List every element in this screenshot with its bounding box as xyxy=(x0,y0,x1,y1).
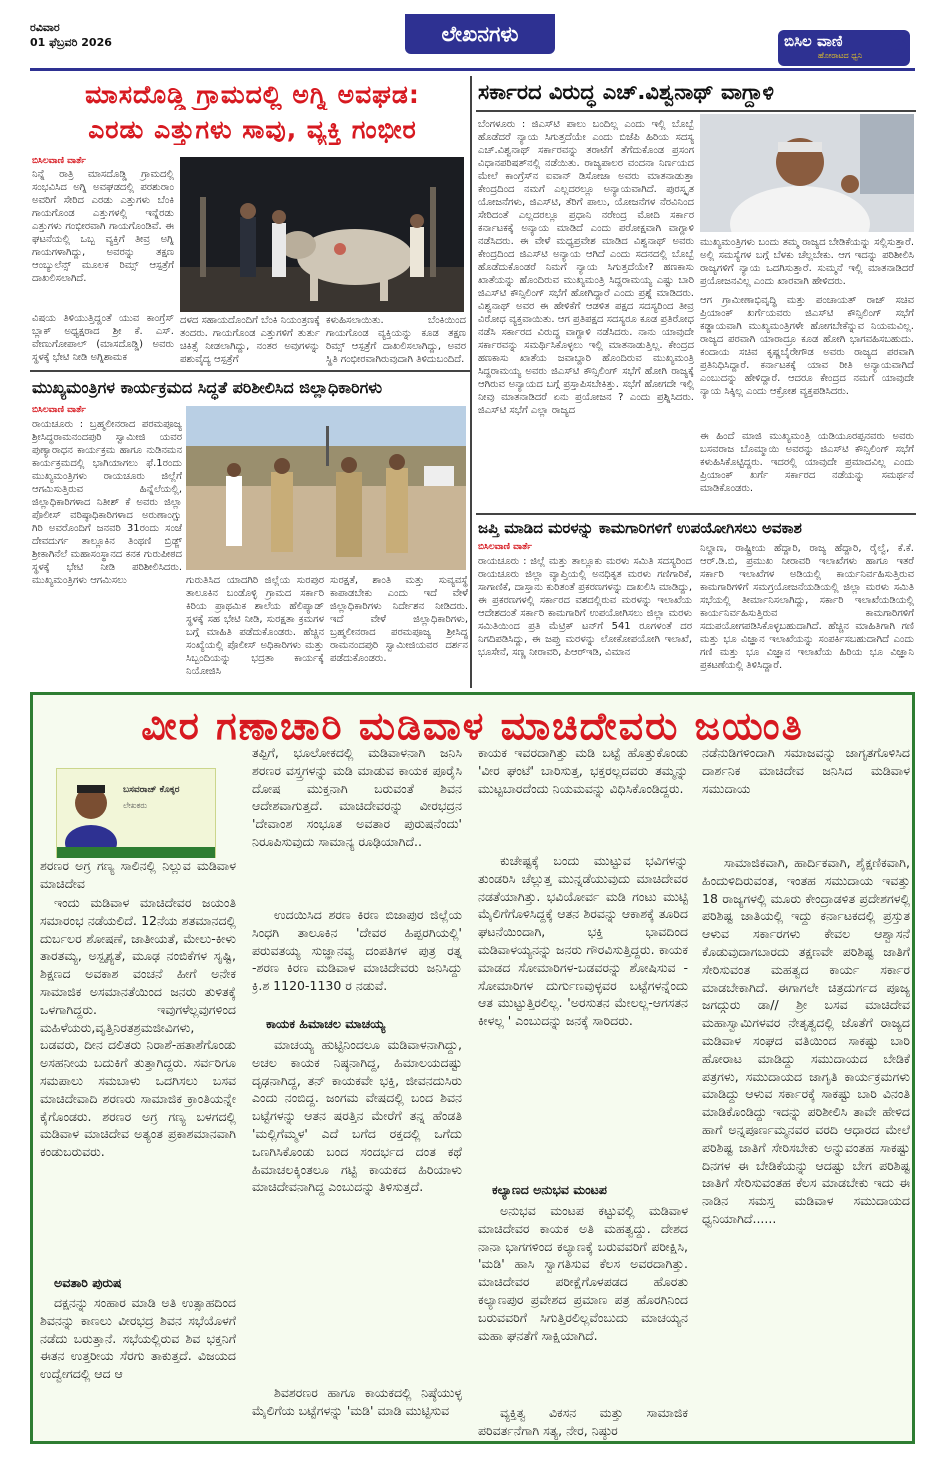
feature-c2-p1: ತಪ್ಪಿಗೆ, ಭೂಲೋಕದಲ್ಲಿ ಮಡಿವಾಳನಾಗಿ ಜನಿಸಿ ಶರಣರ ವಸ್ತ್ರಗಳನ್ನು ಮಡಿ ಮಾಡುವ ಕಾಯಕ ಪೂರೈಸಿ ದೋಷ ಮುಕ್ತನಾಗಿ ಬರುವಂತೆ ಶಿವನ ಆದೇಶವಾಗುತ್ತದೆ. ಮಾಚಿದೇವರನ್ನು ವೀರಭದ್ರನ 'ದೇವಾಂಶ ಸಂಭೂತ ಅವತಾರ ಪುರುಷನೆಂದು' ನಿರೂಪಿಸುವುದು ಸಾಮಾನ್ಯ ರೂಢಿಯಾಗಿದೆ.. xyxy=(252,745,462,849)
feature-c2-subhead: ಕಾಯಕ ಹಿಮಾಚಲ ಮಾಚಯ್ಯ xyxy=(266,1016,386,1031)
story2-col3: ಸುರಕ್ಷತೆ, ಶಾಂತಿ ಮತ್ತು ಸುವ್ಯವಸ್ಥೆ ಕಾಪಾಡಬೇಕು ಎಂದು ಇದೆ ವೇಳೆ ಜಿಲ್ಲಾಧಿಕಾರಿಗಳು ನಿರ್ದೇಶನ ನೀಡಿದರು. ಇದೆ ವೇಳೆ ಜಿಲ್ಲಾಧಿಕಾರಿಗಳು, ಬ್ರಹ್ಮಲೀನರಾದ ಪರಮಪೂಜ್ಯ ಶ್ರೀಸಿದ್ಧ ರಾಮನಂದಪುರಿ ಸ್ವಾಮೀಜಿಯವರ ದರ್ಶನ ಪಡೆದುಕೊಂಡರು. xyxy=(330,575,468,664)
story1-headline-1: ಮಾಸದೊಡ್ಡಿ ಗ್ರಾಮದಲ್ಲಿ ಅಗ್ನಿ ಅವಘಡ: xyxy=(85,80,420,109)
night-cattle-scene-icon xyxy=(180,157,464,312)
author-portrait-icon xyxy=(63,773,119,847)
section-title: ಲೇಖನಗಳು xyxy=(441,22,519,46)
story1-col3: ಕಳುಹಿಸಲಾಯಿತು. ಬೆಂಕಿಯಿಂದ ಗಾಯಗೊಂಡ ವ್ಯಕ್ತಿಯನ್ನು ಕೂಡ ತಕ್ಷಣ ರಿಮ್ಸ್ ಆಸ್ಪತ್ರೆಗೆ ದಾಖಲಿಸಲಾಗಿದ್ದು, ಅವರ ಸ್ಥಿತಿ ಗಂಭೀರವಾಗಿರುವುದಾಗಿ ತಿಳಿದುಬಂದಿದೆ. xyxy=(326,315,466,365)
story3-top-divider xyxy=(476,110,916,112)
feature-c4-p2: ಸಾಮಾಜಿಕವಾಗಿ, ಹಾರ್ದಿಕವಾಗಿ, ಶೈಕ್ಷಣಿಕವಾಗಿ, ಹಿಂದುಳಿದಿರುವಂತ, ಇಂತಹ ಸಮುದಾಯ ಇವತ್ತು 18 ರಾಜ್ಯಗಳಲ್ಲಿ ಮೂರು ಕೇಂದ್ರಾಡಳಿತ ಪ್ರದೇಶಗಳಲ್ಲಿ ಪರಿಶಿಷ್ಟ ಜಾತಿಯಲ್ಲಿ ಇದ್ದು ಕರ್ನಾಟಕದಲ್ಲಿ ಪ್ರಸ್ತುತ ಆಳುವ ಸರ್ಕಾರಗಳು ಕೇವಲ ಆಶ್ವಾಸನೆ ಕೊಡುವುದಾಗಬಾರದು ತಕ್ಷಣವೇ ಪರಿಶಿಷ್ಟ ಜಾತಿಗೆ ಸೇರಿಸುವಂತ ಮಹತ್ವದ ಕಾರ್ಯ ಸರ್ಕಾರ ಮಾಡಬೇಕಾಗಿದೆ. ಈಗಾಗಲೇ ಚಿತ್ರದುರ್ಗದ ಪೂಜ್ಯ ಜಗದ್ಗುರು ಡಾ// ಶ್ರೀ ಬಸವ ಮಾಚಿದೇವ ಮಹಾಸ್ವಾಮಿಗಳವರ ನೇತೃತ್ವದಲ್ಲಿ ಜೊತೆಗೆ ರಾಜ್ಯದ ಮಡಿವಾಳ ಸಂಘದ ವತಿಯಿಂದ ಸಾಕಷ್ಟು ಬಾರಿ ಹೋರಾಟ ಮಾಡಿದ್ದು ಸಮುದಾಯದ ಬೇಡಿಕೆ ಪತ್ರಗಳು, ಸಮುದಾಯದ ಜಾಗೃತಿ ಕಾರ್ಯಕ್ರಮಗಳು ಮಾಡಿದ್ದು ಆಳುವ ಸರ್ಕಾರಕ್ಕೆ ಸಾಕಷ್ಟು ಬಾರಿ ವಿನಂತಿ ಮಾಡಿಕೊಂಡಿದ್ದು ಇದನ್ನು ಪರಿಶೀಲಿಸಿ ತಾವೇ ಹೇಳಿದ ಹಾಗೆ ಅನ್ನಪೂರ್ಣಮ್ಮನವರ ವರದಿ ಆಧಾರದ ಮೇಲೆ ಪರಿಶಿಷ್ಟ ಜಾತಿಗೆ ಸೇರಿಸಬೇಕು ಅನ್ನುವಂತಹ ಸಾಕಷ್ಟು ದಿನಗಳ ಈ ಬೇಡಿಕೆಯನ್ನು ಆದಷ್ಟು ಬೇಗ ಪರಿಶಿಷ್ಟ ಜಾತಿಗೆ ಸೇರಿಸುವಂತಹ ಕೆಲಸ ಮಾಡಬೇಕು ಇದು ಈ ನಾಡಿನ ಸಮಸ್ತ ಮಡಿವಾಳ ಸಮುದಾಯದ ಧ್ವನಿಯಾಗಿದೆ...... xyxy=(702,855,910,1226)
story1-byline: ಬಿಸಿಲವಾಣಿ ವಾರ್ತೆ xyxy=(32,156,86,166)
portrait-icon xyxy=(700,114,914,232)
feature-c3-p3: ಅನುಭವ ಮಂಟಪ ಕಟ್ಟುವಲ್ಲಿ ಮಡಿವಾಳ ಮಾಚಿದೇವರ ಕಾಯಕ ಅತಿ ಮಹತ್ವದ್ದು. ದೇಶದ ನಾನಾ ಭಾಗಗಳಿಂದ ಕಲ್ಯಾಣಕ್ಕೆ ಬರುವವರಿಗೆ ಪರೀಕ್ಷಿಸಿ, 'ಮಡಿ' ಹಾಸಿ ಸ್ವಾಗತಿಸುವ ಕೆಲಸ ಅವರದಾಗಿತ್ತು. ಮಾಚಿದೇವರ ಪರೀಕ್ಷೆಗೊಳಪಡದ ಹೊರತು ಕಲ್ಯಾಣಪುರ ಪ್ರವೇಶದ ಪ್ರಮಾಣ ಪತ್ರ ಹೊರಗಿನಿಂದ ಬರುವವರಿಗೆ ಸಿಗುತ್ತಿರಲಿಲ್ಲವೆಂಬುದು ಮಾಚಯ್ಯನ ಮಹಾ ಘನತೆಗೆ ಸಾಕ್ಷಿಯಾಗಿದೆ. xyxy=(478,1203,688,1343)
story4-col1: ರಾಯಚೂರು : ಜಿಲ್ಲೆ ಮತ್ತು ತಾಲ್ಲೂಕು ಮರಳು ಸಮಿತಿ ಸದಸ್ಯರಿಂದ ರಾಯಚೂರು ಜಿಲ್ಲಾ ವ್ಯಾಪ್ತಿಯಲ್ಲಿ ಅನಧಿಕೃತ ಮರಳು ಗಣಿಗಾರಿಕೆ, ಸಾಗಾಣಿಕೆ, ದಾಸ್ತಾನು ಕುರಿತಂತೆ ಪ್ರಕರಣಗಳನ್ನು ದಾಖಲಿಸಿ ಮಾಡಿದ್ದು, ಈ ಪ್ರಕರಣಗಳಲ್ಲಿ ಸರ್ಕಾರದ ವಶದಲ್ಲಿರುವ ಮರಳನ್ನು ಇಲಾಖೆಯ ಆದೇಶದಂತೆ ಸರ್ಕಾರಿ ಕಾಮಗಾರಿಗೆ ಉಪಯೋಗಿಸಲು ಜಿಲ್ಲಾ ಮರಳು ಸಮಿತಿಯಿಂದ ಪ್ರತಿ ಮೆಟ್ರಿಕ್ ಟನ್‌ಗೆ 541 ರೂಗಳಂತೆ ದರ ನಿಗದಿಪಡಿಸಿದ್ದು, ಈ ಜಪ್ತು ಮರಳನ್ನು ಲೋಕೋಪಯೋಗಿ ಇಲಾಖೆ, ಭೂಸೇನೆ, ಸಣ್ಣ ನೀರಾವರಿ, ಪಿಆರ್‌ಇಡಿ, ವಿಮಾನ xyxy=(478,556,692,658)
column-divider xyxy=(470,76,472,688)
page-number: 3 xyxy=(888,26,909,61)
section-banner xyxy=(405,14,555,54)
story1-headline-2: ಎರಡು ಎತ್ತುಗಳು ಸಾವು, ವ್ಯಕ್ತಿ ಗಂಭೀರ xyxy=(88,115,417,144)
feature-c3-subhead: ಕಲ್ಯಾಣದ ಅನುಭವ ಮಂಟಪ xyxy=(492,1182,607,1197)
feature-c3-p2: ಕುಚೇಷ್ಟಕ್ಕೆ ಬಂದು ಮುಟ್ಟುವ ಭವಿಗಳನ್ನು ತುಂಡರಿಸಿ ಚೆಲ್ಲುತ್ತ ಮುನ್ನಡೆಯುವುದು ಮಾಚಿದೇವರ ನಡತೆಯಾಗಿತ್ತು. ಭವಿಯೋರ್ವ ಮಡಿ ಗಂಟು ಮುಟ್ಟಿ ಮೈಲಿಗೆಗೊಳಿಸಿದ್ದಕ್ಕೆ ಆತನ ಶಿರವನ್ನು ಆಕಾಶಕ್ಕೆ ತೂರಿದ ಘಟನೆಯಿಂದಾಗಿ, ಭಕ್ತಿ ಭಾವದಿಂದ ಮಡಿವಾಳಯ್ಯನನ್ನು ಜನರು ಗೌರವಿಸುತ್ತಿದ್ದರು. ಕಾಯಕ ಮಾಡದ ಸೋಮಾರಿಗಳ-ಬಡವರನ್ನು ಶೋಷಿಸುವ - ಸೋಮಾರಿಗಳ ದುರ್ಗುಣವುಳ್ಳವರ ಬಟ್ಟೆಗಳನ್ನೆಂದು ಆತ ಮುಟ್ಟುತ್ತಿರಲಿಲ್ಲ. 'ಅರಸುತನ ಮೇಲಲ್ಲ-ಆಗಸತನ ಕೀಳಲ್ಲ ' ಎಂಬುದನ್ನು ಜನಕ್ಕೆ ಸಾರಿದರು. xyxy=(478,853,688,1029)
story4-headline: ಜಪ್ತಿ ಮಾಡಿದ ಮರಳನ್ನು ಕಾಮಗಾರಿಗಳಿಗೆ ಉಪಯೋಗಿಸಲು ಅವಕಾಶ xyxy=(478,519,802,537)
feature-c1-intro: ಶರಣರ ಅಗ್ರ ಗಣ್ಯ ಸಾಲಿನಲ್ಲಿ ನಿಲ್ಲುವ ಮಡಿವಾಳ ಮಾಚಿದೇವ xyxy=(40,858,236,891)
issue-date: 01 ಫೆಬ್ರವರಿ 2026 xyxy=(30,36,112,49)
fire-accident-photo xyxy=(180,157,464,312)
feature-c2-p3: ಮಾಚಯ್ಯ ಹುಟ್ಟಿನಿಂದಲೂ ಮಡಿವಾಳನಾಗಿದ್ದು, ಅಚಲ ಕಾಯಕ ನಿಷ್ಠನಾಗಿದ್ದ, ಹಿಮಾಲಯದಷ್ಟು ದೃಢನಾಗಿದ್ದ, ತನ್ ಕಾಯಕವೇ ಭಕ್ತಿ, ಜೀವನದುಸಿರು ಎಂದು ನಂಬಿದ್ದ. ಜಂಗಮ ವೇಷದಲ್ಲಿ ಬಂದ ಶಿವನ ಬಟ್ಟೆಗಳನ್ನು ಆತನ ಷರತ್ತಿನ ಮೇರೆಗೆ ತನ್ನ ಹೆಂಡತಿ 'ಮಲ್ಲಿಗೆಮ್ಮಳ' ಎದೆ ಬಗೆದ ರಕ್ತದಲ್ಲಿ ಒಗೆದು ಒಣಗಿಸಿಕೊಂಡು ಬಂದ ಸಂದರ್ಭದ ದಂತ ಕಥೆ ಹಿಮಾಚಲಕ್ಕಿಂತಲೂ ಗಟ್ಟಿ ಕಾಯಕದ ಹಿರಿಯಾಳು ಮಾಚಿದೇವನಾಗಿದ್ದ ಎಂಬುದನ್ನು ತಿಳಿಸುತ್ತದೆ. xyxy=(252,1037,462,1195)
weekday: ರವಿವಾರ xyxy=(30,21,60,34)
story1-col1: ನಿನ್ನೆ ರಾತ್ರಿ ಮಾಸದೊಡ್ಡಿ ಗ್ರಾಮದಲ್ಲಿ ಸಂಭವಿಸಿದ ಅಗ್ನಿ ಅವಘಡದಲ್ಲಿ ಪರಶುರಾಂ ಅವರಿಗೆ ಸೇರಿದ ಎರಡು ಎತ್ತುಗಳು ಬೆಂಕಿ ಗಾಯಗೊಂಡ ಎತ್ತುಗಳಲ್ಲಿ ಇನ್ನೆರಡು ಎತ್ತುಗಳು ಗಂಭೀರವಾಗಿ ಗಾಯಗೊಂಡಿವೆ. ಈ ಘಟನೆಯಲ್ಲಿ ಒಬ್ಬ ವ್ಯಕ್ತಿಗೆ ತೀವ್ರ ಅಗ್ನಿ ಗಾಯಗಳಾಗಿದ್ದು, ಅವರನ್ನು ತಕ್ಷಣ ಆಂಬ್ಯುಲೆನ್ಸ್ ಮೂಲಕ ರಿಮ್ಸ್ ಆಸ್ಪತ್ರೆಗೆ ದಾಖಲಿಸಲಾಗಿದೆ. xyxy=(32,169,174,284)
story1-divider xyxy=(30,370,470,372)
feature-c2-p2: ಉದಯಿಸಿದ ಶರಣ ಕಿರಣ ಬಿಜಾಪುರ ಜಿಲ್ಲೆಯ ಸಿಂಧಗಿ ತಾಲೂಕಿನ 'ದೇವರ ಹಿಪ್ಪರಗಿಯಲ್ಲಿ' ಪರುವತಯ್ಯ ಸುಜ್ಞಾನವ್ವ ದಂಪತಿಗಳ ಪುತ್ರ ರತ್ನ -ಶರಣ ಕಿರಣ ಮಡಿವಾಳ ಮಾಚಿದೇವರು ಜನಿಸಿದ್ದು ಕ್ರಿ.ಶ 1120-1130 ರ ನಡುವೆ. xyxy=(252,907,462,994)
feature-c3-p4: ವ್ಯಕ್ತಿತ್ವ ವಿಕಸನ ಮತ್ತು ಸಾಮಾಜಿಕ ಪರಿವರ್ತನೆಗಾಗಿ ಸತ್ಯ, ನೇರ, ನಿಷ್ಠುರ xyxy=(478,1405,688,1438)
story3-headline: ಸರ್ಕಾರದ ವಿರುದ್ಧ ಎಚ್.ವಿಶ್ವನಾಥ್ ವಾಗ್ದಾಳಿ xyxy=(478,80,775,104)
header-divider xyxy=(30,68,915,71)
officials-inspection-photo xyxy=(186,406,466,570)
logo-tagline: ಹೋರಾಟದ ಧ್ವನಿ xyxy=(818,51,863,60)
story4-byline: ಬಿಸಿಲವಾಣಿ ವಾರ್ತೆ xyxy=(478,542,532,552)
logo-name: ಬಿಸಿಲ ವಾಣಿ xyxy=(784,32,843,50)
feature-c1-p3: ದಕ್ಷನನ್ನು ಸಂಹಾರ ಮಾಡಿ ಅತಿ ಉತ್ಸಾಹದಿಂದ ಶಿವನನ್ನು ಕಾಣಲು ವೀರಭದ್ರ ಶಿವನ ಸಭೆಯೊಳಗೆ ನಡೆದು ಬರುತ್ತಾನೆ. ಸಭೆಯಲ್ಲಿರುವ ಶಿವ ಭಕ್ತನಿಗೆ ಈತನ ಉತ್ತರೀಯ ಸೆರಗು ತಾಕುತ್ತದೆ. ವಿಜಯದ ಉದ್ವೇಗದಲ್ಲಿ ಆದ ಆ xyxy=(40,1295,236,1382)
story2-col1: ರಾಯಚೂರು : ಬ್ರಹ್ಮಲೀನರಾದ ಪರಮಪೂಜ್ಯ ಶ್ರೀಸಿದ್ಧರಾಮನಂದಪುರಿ ಸ್ವಾಮೀಜಿ ಯವರ ಪುಣ್ಯಾರಾಧನ ಕಾರ್ಯಕ್ರಮ ಹಾಗೂ ನುಡಿನಮನ ಕಾರ್ಯಕ್ರಮದಲ್ಲಿ ಭಾಗಿಯಾಗಲು ಫೆ.1ರಂದು ಮುಖ್ಯಮಂತ್ರಿಗಳು ರಾಯಚೂರು ಜಿಲ್ಲೆಗೆ ಆಗಮಿಸುತ್ತಿರುವ ಹಿನ್ನೆಲೆಯಲ್ಲಿ, ಜಿಲ್ಲಾಧಿಕಾರಿಗಳಾದ ನಿತೀಶ್ ಕೆ ಅವರು ಜಿಲ್ಲಾ ಪೊಲೀಸ್ ವರಿಷ್ಠಾಧಿಕಾರಿಗಳಾದ ಅರುಣಾಂಗ್ಷು ಗಿರಿ ಅವರೊಂದಿಗೆ ಜನವರಿ 31ರಂದು ಸಂಜೆ ದೇವದುರ್ಗ ತಾಲ್ಲೂಕಿನ ತಿಂಥಣಿ ಬ್ರಿಡ್ಜ್ ಶ್ರೀಕಾಗಿನೆಲೆ ಮಹಾಸಂಸ್ಥಾನದ ಕನಕ ಗುರುಪೀಠದ ಸ್ಥಳಕ್ಕೆ ಭೇಟಿ ನೀಡಿ ಪರಿಶೀಲಿಸಿದರು. ಮುಖ್ಯಮಂತ್ರಿಗಳು ಆಗಮಿಸಲು xyxy=(32,419,182,586)
story1-col1b: ವಿಷಯ ತಿಳಿಯುತ್ತಿದ್ದಂತೆ ಯುವ ಕಾಂಗ್ರೆಸ್ ಬ್ಲಾಕ್ ಅಧ್ಯಕ್ಷರಾದ ಶ್ರೀ ಕೆ. ಎಸ್. ವೇಣುಗೋಪಾಲ್ (ಮಾಸದೊಡ್ಡಿ) ಅವರು ಸ್ಥಳಕ್ಕೆ ಭೇಟಿ ನೀಡಿ ಅಗ್ನಿಶಾಮಕ xyxy=(32,313,174,363)
feature-c1-subhead: ಅವತಾರಿ ಪುರುಷ xyxy=(54,1275,122,1290)
feature-headline: ವೀರ ಗಣಾಚಾರಿ ಮಡಿವಾಳ ಮಾಚಿದೇವರು ಜಯಂತಿ xyxy=(141,704,804,748)
story3-bottom-divider xyxy=(476,513,916,515)
feature-c2-p4: ಶಿವಶರಣರ ಹಾಗೂ ಕಾಯಕದಲ್ಲಿ ನಿಷ್ಠೆಯುಳ್ಳ ಮೈಲಿಗೆಯ ಬಟ್ಟೆಗಳನ್ನು 'ಮಡಿ' ಮಾಡಿ ಮುಟ್ಟಿಸುವ xyxy=(252,1385,462,1418)
story3-col2c: ಈ ಹಿಂದೆ ಮಾಜಿ ಮುಖ್ಯಮಂತ್ರಿ ಯಡಿಯೂರಪ್ಪನವರು ಅವರು ಬಸವರಾಜ ಬೊಮ್ಮಾಯಿ ಅವರನ್ನು ಜಿಎಸ್‌ಟಿ ಕೌನ್ಸಿಲಿಂಗ್ ಸಭೆಗೆ ಕಳುಹಿಸಿಕೊಟ್ಟಿದ್ದರು. ಇದರಲ್ಲಿ ಯಾವುದೇ ಪ್ರಮಾದವಿಲ್ಲ ಎಂದು ಪ್ರಿಯಾಂಕ್ ಖರ್ಗೆ ಸರ್ಕಾರದ ನಡೆಯನ್ನು ಸಮರ್ಥನೆ ಮಾಡಿಕೊಂಡರು. xyxy=(700,431,914,494)
story3-col2b: ಆಗ ಗ್ರಾಮೀಣಾಭಿವೃದ್ಧಿ ಮತ್ತು ಪಂಚಾಯತ್ ರಾಜ್ ಸಚಿವ ಪ್ರಿಯಾಂಕ್ ಖರ್ಗೆಯವರು ಜಿಎಸ್‌ಟಿ ಕೌನ್ಸಿಲಿಂಗ್ ಸಭೆಗೆ ಕಡ್ಡಾಯವಾಗಿ ಮುಖ್ಯಮಂತ್ರಿಗಳೇ ಹೋಗಬೇಕೆನ್ನುವ ನಿಯಮವಿಲ್ಲ. ರಾಜ್ಯದ ಪರವಾಗಿ ಯಾರಾದ್ರೂ ಕೂಡ ಹೋಗಿ ಭಾಗವಹಿಸಬಹುದು. ಕಂದಾಯ ಸಚಿವ ಕೃಷ್ಣಬೈರೇಗೌಡ ಅವರು ರಾಜ್ಯದ ಪರವಾಗಿ ಪ್ರತಿನಿಧಿಸಿದ್ದಾರೆ. ಕರ್ನಾಟಕಕ್ಕೆ ಯಾವ ರೀತಿ ಅನ್ಯಾಯವಾಗಿದೆ ಎಂಬುದನ್ನು ಹೇಳಿದ್ದಾರೆ. ಆದರೂ ಕೇಂದ್ರದ ನಮಗೆ ಯಾವುದೇ ನ್ಯಾಯ ಸಿಕ್ಕಿಲ್ಲ ಎಂದು ಆಕ್ರೋಶ ವ್ಯಕ್ತಪಡಿಸಿದರು. xyxy=(700,295,914,397)
author-role: ಲೇಖಕರು xyxy=(123,801,148,810)
feature-c4-p1: ನಡೆನುಡಿಗಳಿಂದಾಗಿ ಸಮಾಜವನ್ನು ಜಾಗೃತಗೊಳಿಸಿದ ದಾರ್ಶನಿಕ ಮಾಚಿದೇವ ಜನಿಸಿದ ಮಡಿವಾಳ ಸಮುದಾಯ xyxy=(702,745,910,796)
story1-col2: ದಳದ ಸಹಾಯದೊಂದಿಗೆ ಬೆಂಕಿ ನಿಯಂತ್ರಣಕ್ಕೆ ತಂದರು. ಗಾಯಗೊಂಡ ಎತ್ತುಗಳಿಗೆ ತುರ್ತು ಚಿಕಿತ್ಸೆ ನೀಡಲಾಗಿದ್ದು, ನಂತರ ಅವುಗಳನ್ನು ಪಶುವೈದ್ಯ ಆಸ್ಪತ್ರೆಗೆ xyxy=(180,315,320,365)
story2-headline: ಮುಖ್ಯಮಂತ್ರಿಗಳ ಕಾರ್ಯಕ್ರಮದ ಸಿದ್ಧತೆ ಪರಿಶೀಲಿಸಿದ ಜಿಲ್ಲಾಧಿಕಾರಿಗಳು xyxy=(32,378,383,397)
story3-col2a: ಮುಖ್ಯಮಂತ್ರಿಗಳು ಬಂದು ತಮ್ಮ ರಾಜ್ಯದ ಬೇಡಿಕೆಯನ್ನು ಸಲ್ಲಿಸುತ್ತಾರೆ. ಅಲ್ಲಿ ಸಮಸ್ಯೆಗಳ ಬಗ್ಗೆ ಬೆಳಕು ಚೆಲ್ಲಬೇಕು. ಆಗ ಇದನ್ನು ಪರಿಶೀಲಿಸಿ ರಾಜ್ಯಗಳಿಗೆ ನ್ಯಾಯ ಒದಗಿಸುತ್ತಾರೆ. ಸುಮ್ಮನೆ ಇಲ್ಲಿ ಮಾತನಾಡಿದರೆ ಪ್ರಯೋಜನವಿಲ್ಲ ಎಂದು ಖಾರವಾಗಿ ಹೇಳಿದರು. xyxy=(700,237,914,287)
site-inspection-scene-icon xyxy=(186,406,466,570)
masthead xyxy=(0,0,945,70)
author-name: ಬಸವರಾಜ್ ಕೊಕ್ಕರ xyxy=(123,785,180,795)
author-box xyxy=(56,768,216,858)
vishwanath-photo xyxy=(700,114,914,232)
story3-col1: ಬೆಂಗಳೂರು : ಜಿಎಸ್‌ಟಿ ಪಾಲು ಬಂದಿಲ್ಲ ಎಂದು ಇಲ್ಲಿ ಬೊಬ್ಬೆ ಹೊಡೆದರೆ ನ್ಯಾಯ ಸಿಗುತ್ತದೆಯೇ ಎಂದು ಬಿಜೆಪಿ ಹಿರಿಯ ಸದಸ್ಯ ಎಚ್.ವಿಶ್ವನಾಥ್ ಸರ್ಕಾರವನ್ನು ತರಾಟೆಗೆ ತೆಗೆದುಕೊಂಡ ಪ್ರಸಂಗ ವಿಧಾನಪರಿಷತ್‌ನಲ್ಲಿ ನಡೆಯಿತು. ರಾಜ್ಯಪಾಲರ ವಂದನಾ ನಿರ್ಣಯದ ಮೇಲೆ ಕಾಂಗ್ರೆಸ್‌ನ ಐವಾನ್ ಡಿಸೋಜಾ ಅವರು ಮಾತನಾಡುತ್ತಾ ಕೇಂದ್ರದಿಂದ ನಮಗೆ ಎಲ್ಲದರಲ್ಲೂ ಅನ್ಯಾಯವಾಗಿದೆ. ಪುರಸ್ಕೃತ ಯೋಜನೆಗಳು, ಜಿಎಸ್‌ಟಿ, ತೆರಿಗೆ ಪಾಲು, ಯೋಜನೆಗಳ ನೆರವಿನಿಂದ ಸೇರಿದಂತೆ ಎಲ್ಲದರಲ್ಲೂ ಪ್ರಧಾನಿ ನರೇಂದ್ರ ಮೋದಿ ಸರ್ಕಾರ ಕರ್ನಾಟಕಕ್ಕೆ ಅನ್ಯಾಯ ಮಾಡಿದೆ ಎಂದು ಪರೋಕ್ಷವಾಗಿ ವಾಗ್ದಾಳಿ ನಡೆಸಿದರು. ಈ ವೇಳೆ ಮಧ್ಯಪ್ರವೇಶ ಮಾಡಿದ ವಿಶ್ವನಾಥ್ ಅವರು ಕೇಂದ್ರದಿಂದ ಜಿಎಸ್‌ಟಿ ಅನ್ಯಾಯ ಆಗಿದೆ ಎಂದು ಸದನದಲ್ಲಿ ಬೊಬ್ಬೆ ಹೊಡೆದುಕೊಂಡರೆ ನಿಮಗೆ ನ್ಯಾಯ ಸಿಗುತ್ತದೆಯೇ? ಹಣಕಾಸು ಖಾತೆಯನ್ನು ಹೊಂದಿರುವ ಮುಖ್ಯಮಂತ್ರಿ ಸಿದ್ದರಾಮಯ್ಯ ಎಷ್ಟು ಬಾರಿ ಜಿಎಸ್‌ಟಿ ಕೌನ್ಸಿಲಿಂಗ್ ಸಭೆಗೆ ಹೋಗಿದ್ದಾರೆ ಎಂದು ಪ್ರಶ್ನೆ ಮಾಡಿದರು. ವಿಶ್ವನಾಥ್ ಅವರ ಈ ಹೇಳಿಕೆಗೆ ಆಡಳಿತ ಪಕ್ಷದ ಸದಸ್ಯರಿಂದ ತೀವ್ರ ವಿರೋಧ ವ್ಯಕ್ತವಾಯಿತು. ಆಗ ಪ್ರತಿಪಕ್ಷದ ಸದಸ್ಯರೂ ಕೂಡ ಪ್ರತಿರೋಧ ನಡೆಸಿ ಸರ್ಕಾರದ ವಿರುದ್ಧ ವಾಗ್ದಾಳಿ ನಡೆಸಿದರು. ನಾನು ಯಾವುದೇ ಸರ್ಕಾರವನ್ನು ಸಮರ್ಥಿಸಿಕೊಳ್ಳಲು ಇಲ್ಲಿ ಮಾತನಾಡುತ್ತಿಲ್ಲ. ಕೇಂದ್ರದ ಹಣಕಾಸು ಖಾತೆಯ ಜವಾಬ್ದಾರಿ ಹೊಂದಿರುವ ಮುಖ್ಯಮಂತ್ರಿ ಸಿದ್ದರಾಮಯ್ಯ ಅವರು ಜಿಎಸ್‌ಟಿ ಕೌನ್ಸಿಲಿಂಗ್ ಸಭೆಗೆ ಹೋಗಿ ರಾಜ್ಯಕ್ಕೆ ಆಗಿರುವ ಅನ್ಯಾಯದ ಬಗ್ಗೆ ಪ್ರಸ್ತಾಪಿಸಬೇಕಿತ್ತು. ಸಭೆಗೆ ಹೋಗದೇ ಇಲ್ಲಿ ನೀವು ಮಾತನಾಡಿದರೆ ಏನು ಪ್ರಯೋಜನ ? ಎಂದು ಪ್ರಶ್ನಿಸಿದರು. ಜಿಎಸ್‌ಟಿ ಸಭೆಗೆ ಎಲ್ಲಾ ರಾಜ್ಯದ xyxy=(478,119,694,416)
feature-c1-p2: ಇಂದು ಮಡಿವಾಳ ಮಾಚಿದೇವರ ಜಯಂತಿ ಸಮಾರಂಭ ನಡೆಯಲಿದೆ. 12ನೆಯ ಶತಮಾನದಲ್ಲಿ ದುರ್ಬಲರ ಶೋಷಣೆ, ಜಾತೀಯತೆ, ಮೇಲು-ಕೀಳು ತಾರತಮ್ಯ, ಅಸ್ಪೃಶ್ಯತೆ, ಮೂಢ ನಂಬಿಕೆಗಳ ಸೃಷ್ಟಿ, ಶಿಕ್ಷಣದ ಅವಕಾಶ ವಂಚನೆ ಹೀಗೆ ಅನೇಕ ಸಾಮಾಜಿಕ ಅಸಮಾನತೆಯಿಂದ ಜನರು ತುಳಿತಕ್ಕೆ ಒಳಗಾಗಿದ್ದರು. ಇವುಗಳೆಲ್ಲವುಗಳಿಂದ ಮಹಿಳೆಯರು,ವೃತ್ತಿನಿರತಶ್ರಮಜೀವಿಗಳು, ಬಡವರು, ದೀನ ದಲಿತರು ನಿರಾಶೆ-ಹತಾಶೆಗೊಂಡು ಅಸಹನೀಯ ಬದುಕಿಗೆ ತುತ್ತಾಗಿದ್ದರು. ಸರ್ವರಿಗೂ ಸಮಪಾಲು ಸಮಬಾಳು ಒದಗಿಸಲು ಬಸವ ಮಾಚಿದೇವಾದಿ ಶರಣರು ಸಾಮಾಜಿಕ ಕ್ರಾಂತಿಯನ್ನೇ ಕೈಗೊಂಡರು. ಶರಣರ ಅಗ್ರ ಗಣ್ಯ ಬಳಗದಲ್ಲಿ ಮಡಿವಾಳ ಮಾಚಿದೇವ ಅತ್ಯಂತ ಪ್ರಕಾಶಮಾನವಾಗಿ ಕಂಡುಬರುವರು. xyxy=(40,895,236,1160)
story2-col2: ಗುರುತಿಸಿದ ಯಾದಗಿರಿ ಜಿಲ್ಲೆಯ ಸುರಪುರ ತಾಲೂಕಿನ ಬಂಡೊಳ್ಳಿ ಗ್ರಾಮದ ಸರ್ಕಾರಿ ಕಿರಿಯ ಪ್ರಾಥಮಿಕ ಶಾಲೆಯ ಹೆಲಿಪ್ಯಾಡ್ ಸ್ಥಳಕ್ಕೆ ಸಹ ಭೇಟಿ ನೀಡಿ, ಸುರಕ್ಷತಾ ಕ್ರಮಗಳ ಬಗ್ಗೆ ಮಾಹಿತಿ ಪಡೆದುಕೊಂಡರು. ಹೆಚ್ಚಿನ ಸಂಖ್ಯೆಯಲ್ಲಿ ಪೊಲೀಸ್ ಅಧಿಕಾರಿಗಳು ಮತ್ತು ಸಿಬ್ಬಂದಿಯನ್ನು ಭದ್ರತಾ ಕಾರ್ಯಕ್ಕೆ ನಿಯೋಜಿಸಿ xyxy=(186,575,324,677)
date-block xyxy=(30,20,112,50)
story4-col2: ನಿಲ್ದಾಣ, ರಾಷ್ಟ್ರೀಯ ಹೆದ್ದಾರಿ, ರಾಜ್ಯ ಹೆದ್ದಾರಿ, ರೈಲ್ವೆ, ಕೆ.ಕೆ. ಆರ್.ಡಿ.ಬಿ, ಪ್ರಮುಖ ನೀರಾವರಿ ಇಲಾಖೆಗಳು ಹಾಗೂ ಇತರೆ ಸರ್ಕಾರಿ ಇಲಾಖೆಗಳ ಅಡಿಯಲ್ಲಿ ಕಾರ್ಯನಿರ್ವಹಿಸುತ್ತಿರುವ ಕಾಮಗಾರಿಗಳಿಗೆ ಸಮಗ್ರಯೋಜನೆಯಡಿಯಲ್ಲಿ ಜಿಲ್ಲಾ ಮರಳು ಸಮಿತಿ ಸಭೆಯಲ್ಲಿ ತೀರ್ಮಾನಿಸಲಾಗಿದ್ದು, ಸರ್ಕಾರಿ ಇಲಾಖೆಯಡಿಯಲ್ಲಿ ಕಾರ್ಯನಿರ್ವಹಿಸುತ್ತಿರುವ ಕಾಮಗಾರಿಗಳಿಗೆ ಸದುಪಯೋಗಪಡಿಸಿಕೊಳ್ಳಬಹುದಾಗಿದೆ. ಹೆಚ್ಚಿನ ಮಾಹಿತಿಗಾಗಿ ಗಣಿ ಮತ್ತು ಭೂ ವಿಜ್ಞಾನ ಇಲಾಖೆಯನ್ನು ಸಂಪರ್ಕಿಸಬಹುದಾಗಿದೆ ಎಂದು ಗಣಿ ಮತ್ತು ಭೂ ವಿಜ್ಞಾನ ಇಲಾಖೆಯ ಹಿರಿಯ ಭೂ ವಿಜ್ಞಾನಿ ಪ್ರಕಟಣೆಯಲ್ಲಿ ತಿಳಿಸಿದ್ದಾರೆ. xyxy=(700,543,914,671)
story2-byline: ಬಿಸಿಲವಾಣಿ ವಾರ್ತೆ xyxy=(32,405,86,415)
feature-c3-p1: ಕಾಯಕ ಇವರದಾಗಿತ್ತು ಮಡಿ ಬಟ್ಟೆ ಹೊತ್ತುಕೊಂಡು 'ವೀರ ಘಂಟೆ' ಬಾರಿಸುತ್ತ, ಭಕ್ತರಲ್ಲದವರು ತಮ್ಮನ್ನು ಮುಟ್ಟಬಾರದೆಂದು ನಿಯಮವನ್ನು ವಿಧಿಸಿಕೊಂಡಿದ್ದರು. xyxy=(478,745,688,796)
